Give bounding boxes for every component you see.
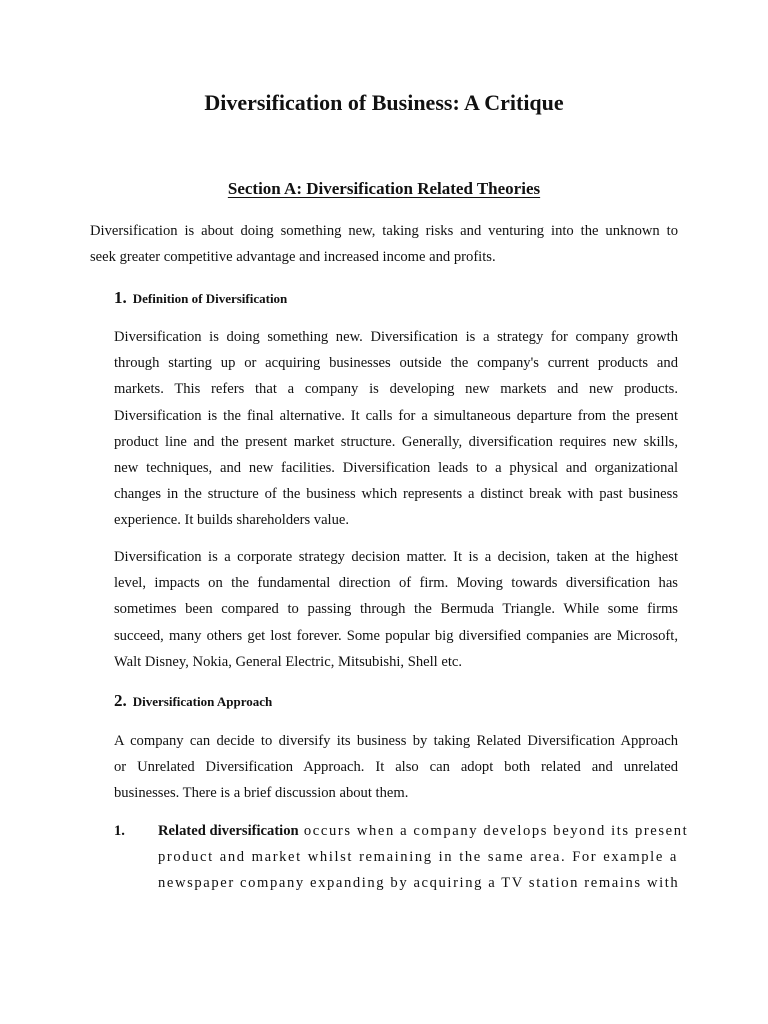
text-line: experience. It builds shareholders value. — [114, 512, 350, 529]
definition-paragraph — [114, 324, 678, 534]
text-line: sometimes been compared to passing through the Bermuda Triangle. While some firms — [114, 601, 678, 618]
text-line: A company can decide to diversify its business by taking Related Diversification Approach — [114, 733, 678, 749]
heading-text: Diversification Approach — [132, 694, 273, 709]
section-heading — [0, 179, 768, 199]
strategy-paragraph — [114, 544, 678, 675]
text-line: through starting up or acquiring businesses outside the company's current products and — [114, 355, 678, 372]
section-heading-text: Section A: Diversification Related Theories — [227, 179, 541, 198]
text-line: Diversification is about doing something new, taking risks and venturing into the unknown to — [90, 223, 678, 239]
document-title: Diversification of Business: A Critique — [204, 90, 564, 115]
text-line: new techniques, and new facilities. Diversification leads to a physical and organizational — [114, 459, 678, 476]
text-line: Diversification is doing something new. Diversification is a strategy for company growth — [114, 329, 678, 345]
text-line: level, impacts on the fundamental direction of firm. Moving towards diversification has — [114, 575, 678, 592]
list-number: 1. — [114, 823, 125, 839]
heading-number: 2. — [114, 691, 127, 710]
heading-number: 1. — [114, 288, 127, 307]
list-term: Related diversification — [158, 823, 299, 839]
heading-approach — [114, 691, 272, 711]
heading-text: Definition of Diversification — [132, 291, 288, 306]
text-line: or Unrelated Diversification Approach. It also can adopt both related and unrelated — [114, 759, 678, 776]
text-line: seek greater competitive advantage and increased income and profits. — [90, 249, 496, 266]
text-line: product line and the present market structure. Generally, diversification requires new skills, — [114, 433, 678, 450]
list-text: occurs when a company develops beyond its present — [298, 823, 689, 839]
heading-definition — [114, 288, 287, 308]
text-line: newspaper company expanding by acquiring a TV station remains with — [158, 875, 680, 892]
text-line: changes in the structure of the business which represents a distinct break with past business — [114, 486, 678, 503]
text-line: product and market whilst remaining in the same area. For example a — [158, 849, 678, 866]
text-line — [158, 818, 689, 844]
text-line: Walt Disney, Nokia, General Electric, Mitsubishi, Shell etc. — [114, 653, 463, 670]
text-line: succeed, many others get lost forever. Some popular big diversified companies are Microsoft, — [114, 627, 678, 644]
text-line: Diversification is the final alternative. It calls for a simultaneous departure from the present — [114, 407, 678, 424]
text-line: Diversification is a corporate strategy decision matter. It is a decision, taken at the highest — [114, 549, 678, 565]
approach-paragraph — [114, 728, 678, 807]
text-line: markets. This refers that a company is developing new markets and new products. — [114, 381, 678, 398]
intro-paragraph — [90, 218, 678, 270]
text-line: businesses. There is a brief discussion about them. — [114, 785, 409, 802]
